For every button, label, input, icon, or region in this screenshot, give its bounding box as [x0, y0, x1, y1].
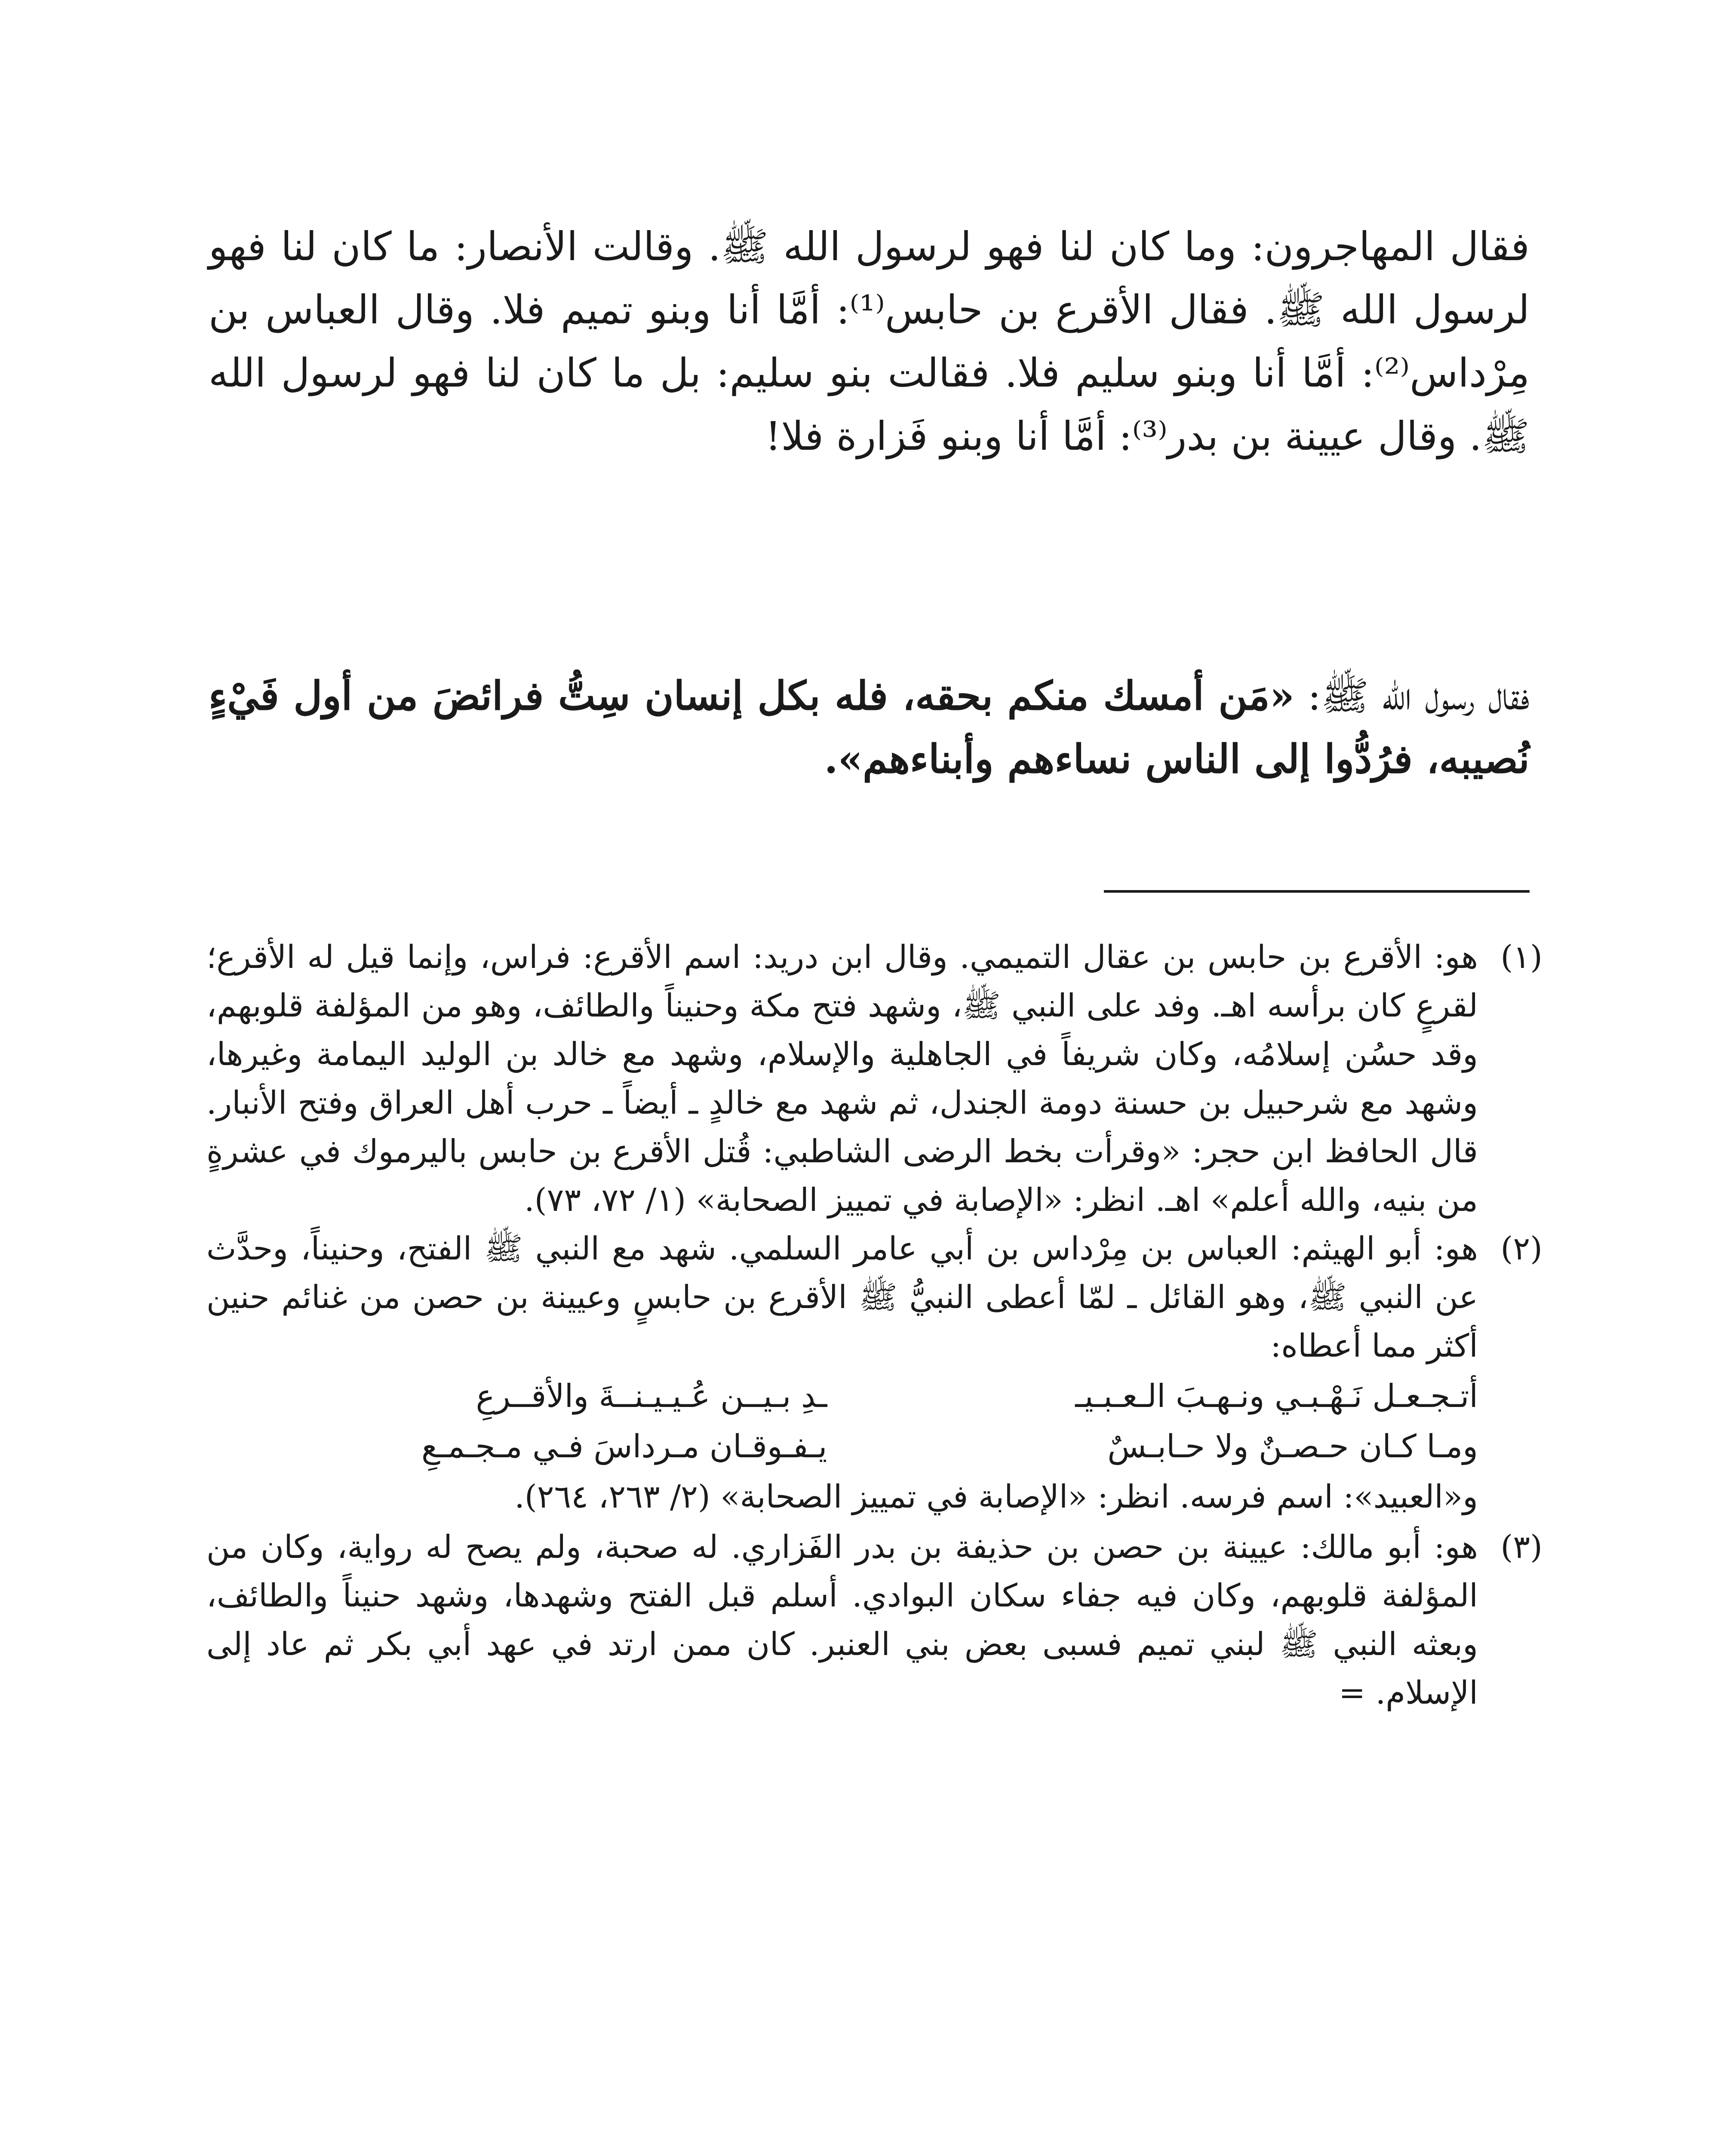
footnote-text: هو: أبو الهيثم: العباس بن مِرْداس بن أبي عامر السلمي. شهد مع النبي ﷺ الفتح، وحنيناً، وحدَّث عن النبي ﷺ، وهو القائل ـ لمّا أعطى النبيُّ ﷺ الأقرع بن حابسٍ وعيينة بن حصن من غنائم حنين أكثر مما أعطاه: — [206, 1230, 1478, 1364]
poem-verse-2 — [206, 1422, 1478, 1471]
main-paragraph-1: فقال المهاجرون: وما كان لنا فهو لرسول الله ﷺ. وقالت الأنصار: ما كان لنا فهو لرسول الله ﷺ. فقال الأقرع بن حابس⁽¹⁾: أمَّا أنا وبنو تميم فلا. وقال العباس بن مِرْداس⁽²⁾: أمَّا أنا وبنو سليم فلا. فقالت بنو سليم: بل ما كان لنا فهو لرسول الله ﷺ. وقال عيينة بن بدر⁽³⁾: أمَّا أنا وبنو فَزارة فلا! — [209, 224, 1530, 459]
footnote-3 — [206, 1523, 1542, 1717]
verse-second-hemistich: ـدِ بـيــن عُـيـيـنــةَ والأقــرعِ — [476, 1378, 827, 1415]
verse-first-hemistich: ومـا كـان حـصـنٌ ولا حـابـسٌ — [1107, 1428, 1478, 1465]
hadith-quote: «مَن أمسك منكم بحقه، فله بكل إنسان سِتُّ فرائضَ من أول فَيْءٍ نُصيبه، فرُدُّوا إلى الناس نساءهم وأبناءهم». — [209, 673, 1530, 782]
poem-verse-1 — [206, 1372, 1478, 1421]
paragraph-2-intro: فقال رسول الله ﷺ: — [1294, 673, 1530, 719]
footnote-number: (٢) — [1500, 1230, 1542, 1267]
footnote-number: (١) — [1500, 939, 1542, 976]
footnote-number: (٣) — [1500, 1529, 1542, 1566]
footnotes — [206, 933, 1542, 1717]
footnote-text: هو: أبو مالك: عيينة بن حصن بن حذيفة بن بدر الفَزاري. له صحبة، ولم يصح له رواية، وكان من المؤلفة قلوبهم، وكان فيه جفاء سكان البوادي. أسلم قبل الفتح وشهدها، وشهد حنيناً والطائف، وبعثه النبي ﷺ لبني تميم فسبى بعض بني العنبر. كان ممن ارتد في عهد أبي بكر ثم عاد إلى الإسلام. = — [206, 1529, 1478, 1711]
verse-first-hemistich: أتـجـعـل نَـهْـبـي ونـهـبَ الـعـبـيـ — [1075, 1378, 1478, 1415]
footnote-divider — [1104, 890, 1530, 893]
main-paragraph-2 — [209, 664, 1530, 791]
footnote-2 — [206, 1225, 1542, 1521]
footnote-1 — [206, 933, 1542, 1225]
verse-second-hemistich: يـفـوقـان مـرداسَ فـي مـجـمـعِ — [421, 1428, 827, 1465]
footnote-text: هو: الأقرع بن حابس بن عقال التميمي. وقال ابن دريد: اسم الأقرع: فراس، وإنما قيل له الأقرع؛ لقرعٍ كان برأسه اهـ. وفد على النبي ﷺ، وشهد فتح مكة وحنيناً والطائف، وهو من المؤلفة قلوبهم، وقد حسُن إسلامُه، وكان شريفاً في الجاهلية والإسلام، وشهد مع خالد بن الوليد اليمامة وغيرها، وشهد مع شرحبيل بن حسنة دومة الجندل، ثم شهد مع خالدٍ ـ أيضاً ـ حرب أهل العراق وفتح الأنبار. قال الحافظ ابن حجر: «وقرأت بخط الرضى الشاطبي: قُتل الأقرع بن حابس باليرموك في عشرةٍ من بنيه، والله أعلم» اهـ. انظر: «الإصابة في تمييز الصحابة» (١/ ٧٢، ٧٣). — [206, 939, 1478, 1219]
footnote-after-verse: و«العبيد»: اسم فرسه. انظر: «الإصابة في تمييز الصحابة» (٢/ ٢٦٣، ٢٦٤). — [514, 1478, 1478, 1515]
